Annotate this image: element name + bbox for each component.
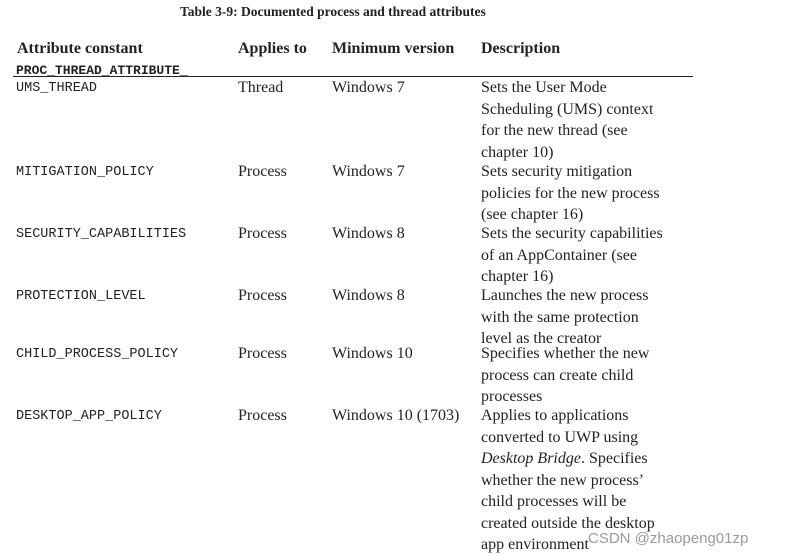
description-line: of an AppContainer (see (481, 246, 637, 264)
description-line: processes (481, 388, 543, 405)
attribute-constant-cell: DESKTOP_APP_POLICY (16, 409, 162, 424)
description-line: child processes will be (481, 493, 627, 510)
minimum-version-cell: Windows 7 (332, 163, 405, 180)
description-line: Sets security mitigation (481, 163, 633, 180)
description-line: converted to UWP using (481, 428, 639, 446)
applies-to-cell: Process (238, 163, 287, 180)
applies-to-cell: Process (238, 345, 287, 362)
description-line: chapter 16) (481, 268, 554, 285)
minimum-version-cell: Windows 10 (332, 345, 413, 362)
description-line: (see chapter 16) (481, 206, 584, 223)
description-line: whether the new process’ (481, 471, 645, 489)
description-line: created outside the desktop (481, 514, 655, 532)
applies-to-cell: Thread (238, 79, 284, 96)
attribute-constant-cell: MITIGATION_POLICY (16, 165, 154, 180)
description-cell (481, 343, 691, 408)
description-cell (481, 223, 691, 288)
description-line: for the new thread (see (481, 122, 628, 139)
description-cell (481, 161, 691, 226)
description-line: Specifies whether the new (481, 345, 650, 362)
description-fragment: . Specifies (580, 450, 648, 467)
description-cell (481, 77, 691, 163)
attribute-constant-cell: PROTECTION_LEVEL (16, 289, 146, 304)
description-line: chapter 10) (481, 143, 554, 161)
header-attribute-constant: Attribute constant (17, 40, 143, 57)
attribute-constant-cell: SECURITY_CAPABILITIES (16, 227, 187, 242)
applies-to-cell: Process (238, 225, 287, 242)
csdn-watermark: CSDN @zhaopeng01zp (588, 530, 749, 547)
description-line: Sets the security capabilities (481, 225, 663, 242)
minimum-version-cell: Windows 7 (332, 79, 405, 96)
description-line: Launches the new process (481, 287, 649, 304)
header-description: Description (481, 40, 561, 57)
description-line: with the same protection (481, 308, 639, 326)
applies-to-cell: Process (238, 287, 287, 304)
minimum-version-cell: Windows 8 (332, 287, 405, 304)
description-line: policies for the new process (481, 184, 660, 202)
minimum-version-cell: Windows 8 (332, 225, 405, 242)
description-line: level as the creator (481, 330, 602, 347)
description-line: process can create child (481, 366, 634, 384)
description-line: Scheduling (UMS) context (481, 100, 654, 118)
header-minimum-version: Minimum version (332, 40, 455, 57)
attribute-constant-cell: UMS_THREAD (16, 81, 98, 96)
desktop-bridge-term: Desktop Bridge (481, 450, 581, 467)
attribute-constant-cell: CHILD_PROCESS_POLICY (16, 347, 179, 362)
description-cell (481, 285, 691, 350)
description-line-mixed (481, 448, 691, 470)
minimum-version-cell: Windows 10 (1703) (332, 407, 460, 424)
description-line: Applies to applications (481, 407, 629, 424)
description-line: Sets the User Mode (481, 79, 607, 96)
header-attribute-prefix: PROC_THREAD_ATTRIBUTE_ (16, 63, 188, 78)
applies-to-cell: Process (238, 407, 287, 424)
table-caption: Table 3-9: Documented process and thread attributes (180, 4, 486, 19)
header-applies-to: Applies to (238, 40, 307, 57)
description-line: app environment (481, 536, 589, 553)
